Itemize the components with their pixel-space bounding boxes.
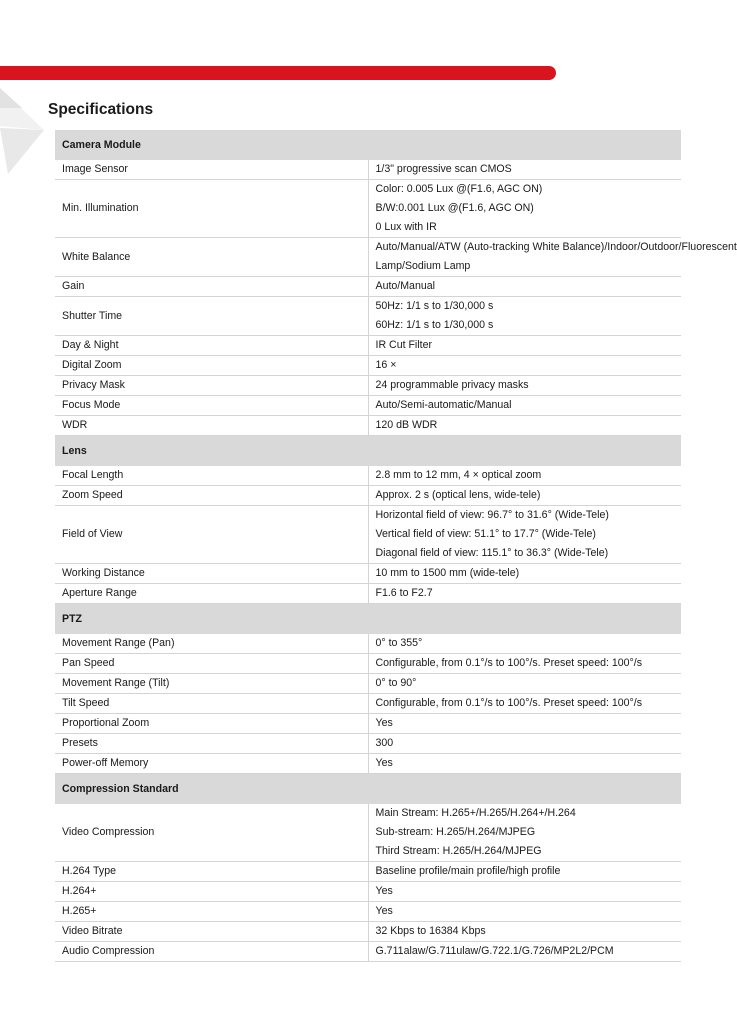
spec-value-line: Auto/Semi-automatic/Manual <box>375 399 512 411</box>
spec-row <box>55 466 681 486</box>
spec-value <box>368 754 681 774</box>
spec-value <box>368 486 681 506</box>
spec-label: Gain <box>55 277 368 297</box>
spec-label: Tilt Speed <box>55 694 368 714</box>
spec-label: H.264+ <box>55 882 368 902</box>
spec-row <box>55 882 681 902</box>
spec-row <box>55 734 681 754</box>
spec-value-line: Auto/Manual/ATW (Auto-tracking White Balance)/Indoor/Outdoor/Fluorescent <box>375 241 737 253</box>
spec-row <box>55 862 681 882</box>
spec-value <box>368 882 681 902</box>
spec-value <box>368 734 681 754</box>
spec-row <box>55 942 681 962</box>
spec-value-line: Horizontal field of view: 96.7° to 31.6° (Wide-Tele) <box>375 509 609 521</box>
spec-row <box>55 416 681 436</box>
spec-value <box>368 297 681 336</box>
spec-value-line: Yes <box>375 885 393 897</box>
spec-row <box>55 714 681 734</box>
spec-value <box>368 238 737 277</box>
page-title: Specifications <box>48 101 154 118</box>
spec-label: Video Bitrate <box>55 922 368 942</box>
spec-value-line: B/W:0.001 Lux @(F1.6, AGC ON) <box>375 202 534 214</box>
spec-label: Focal Length <box>55 466 368 486</box>
section-title: Camera Module <box>55 130 681 160</box>
spec-value-line: 1/3" progressive scan CMOS <box>375 163 512 175</box>
spec-label: Presets <box>55 734 368 754</box>
spec-label: Zoom Speed <box>55 486 368 506</box>
spec-value-line: Configurable, from 0.1°/s to 100°/s. Preset speed: 100°/s <box>375 697 643 709</box>
spec-label: Audio Compression <box>55 942 368 962</box>
spec-value-line: 32 Kbps to 16384 Kbps <box>375 925 486 937</box>
spec-row <box>55 486 681 506</box>
spec-row <box>55 506 681 564</box>
spec-label: H.264 Type <box>55 862 368 882</box>
spec-value <box>368 942 681 962</box>
spec-value-line: Main Stream: H.265+/H.265/H.264+/H.264 <box>375 807 576 819</box>
spec-row <box>55 336 681 356</box>
spec-label: WDR <box>55 416 368 436</box>
spec-value-line: Baseline profile/main profile/high profile <box>375 865 561 877</box>
spec-value <box>368 396 681 416</box>
spec-value-line: Diagonal field of view: 115.1° to 36.3° (Wide-Tele) <box>375 547 609 559</box>
spec-value-line: F1.6 to F2.7 <box>375 587 433 599</box>
spec-value <box>368 714 681 734</box>
spec-value <box>368 804 681 862</box>
spec-value <box>368 902 681 922</box>
spec-value <box>368 634 681 654</box>
spec-value-line: Yes <box>375 717 393 729</box>
spec-label: Pan Speed <box>55 654 368 674</box>
section-title: Compression Standard <box>55 774 681 805</box>
spec-row <box>55 180 681 238</box>
spec-label: Min. Illumination <box>55 180 368 238</box>
spec-value-line: Yes <box>375 757 393 769</box>
spec-row <box>55 804 681 862</box>
spec-row <box>55 238 681 277</box>
spec-row <box>55 356 681 376</box>
spec-value-line: Yes <box>375 905 393 917</box>
spec-value-line: 10 mm to 1500 mm (wide-tele) <box>375 567 520 579</box>
spec-label: Focus Mode <box>55 396 368 416</box>
spec-row <box>55 396 681 416</box>
spec-value-line: G.711alaw/G.711ulaw/G.722.1/G.726/MP2L2/PCM <box>375 945 614 957</box>
spec-row <box>55 922 681 942</box>
spec-value <box>368 376 681 396</box>
spec-value-line: Color: 0.005 Lux @(F1.6, AGC ON) <box>375 183 543 195</box>
spec-label: Image Sensor <box>55 160 368 180</box>
spec-row <box>55 584 681 604</box>
spec-row <box>55 654 681 674</box>
spec-value-line: IR Cut Filter <box>375 339 433 351</box>
spec-label: H.265+ <box>55 902 368 922</box>
section-header-row <box>55 436 681 467</box>
spec-value-line: 120 dB WDR <box>375 419 438 431</box>
spec-value-line: Approx. 2 s (optical lens, wide-tele) <box>375 489 541 501</box>
spec-value-line: 60Hz: 1/1 s to 1/30,000 s <box>375 319 494 331</box>
spec-label: Aperture Range <box>55 584 368 604</box>
brand-logo-mark <box>0 78 60 178</box>
spec-row <box>55 674 681 694</box>
spec-value-line: Auto/Manual <box>375 280 435 292</box>
section-header-row <box>55 774 681 805</box>
spec-value-line: 300 <box>375 737 394 749</box>
spec-label: Movement Range (Tilt) <box>55 674 368 694</box>
spec-value <box>368 694 681 714</box>
spec-value-line: 24 programmable privacy masks <box>375 379 529 391</box>
spec-value <box>368 180 681 238</box>
spec-value-line: 0° to 355° <box>375 637 423 649</box>
spec-row <box>55 694 681 714</box>
spec-label: Privacy Mask <box>55 376 368 396</box>
spec-label: Power-off Memory <box>55 754 368 774</box>
spec-value-line: Configurable, from 0.1°/s to 100°/s. Preset speed: 100°/s <box>375 657 643 669</box>
spec-value <box>368 506 681 564</box>
specifications-table-body <box>55 130 737 962</box>
spec-label: Video Compression <box>55 804 368 862</box>
spec-value-line: Sub-stream: H.265/H.264/MJPEG <box>375 826 536 838</box>
spec-value-line: Vertical field of view: 51.1° to 17.7° (Wide-Tele) <box>375 528 596 540</box>
spec-label: Movement Range (Pan) <box>55 634 368 654</box>
spec-label: Proportional Zoom <box>55 714 368 734</box>
spec-row <box>55 297 681 336</box>
spec-value-line: Third Stream: H.265/H.264/MJPEG <box>375 845 542 857</box>
spec-row <box>55 754 681 774</box>
spec-label: Shutter Time <box>55 297 368 336</box>
section-title: Lens <box>55 436 681 467</box>
spec-label: Field of View <box>55 506 368 564</box>
spec-value <box>368 277 681 297</box>
spec-value <box>368 356 681 376</box>
spec-row <box>55 376 681 396</box>
spec-value <box>368 584 681 604</box>
spec-label: Working Distance <box>55 564 368 584</box>
spec-value <box>368 564 681 584</box>
spec-value <box>368 922 681 942</box>
spec-value-line: Lamp/Sodium Lamp <box>375 260 471 272</box>
spec-value-line: 0 Lux with IR <box>375 221 437 233</box>
section-header-row <box>55 604 681 635</box>
spec-value-line: 0° to 90° <box>375 677 417 689</box>
spec-row <box>55 160 681 180</box>
spec-value-line: 50Hz: 1/1 s to 1/30,000 s <box>375 300 494 312</box>
spec-row <box>55 277 681 297</box>
spec-label: Day & Night <box>55 336 368 356</box>
spec-value-line: 2.8 mm to 12 mm, 4 × optical zoom <box>375 469 542 481</box>
spec-value-line: 16 × <box>375 359 397 371</box>
spec-label: Digital Zoom <box>55 356 368 376</box>
spec-row <box>55 634 681 654</box>
spec-label: White Balance <box>55 238 368 277</box>
header-red-bar <box>0 66 556 80</box>
section-header-row <box>55 130 681 160</box>
spec-value <box>368 336 681 356</box>
spec-value <box>368 862 681 882</box>
spec-value <box>368 160 681 180</box>
spec-value <box>368 674 681 694</box>
specifications-table-container <box>55 130 737 962</box>
section-title: PTZ <box>55 604 681 635</box>
spec-value <box>368 654 681 674</box>
spec-row <box>55 564 681 584</box>
spec-value <box>368 466 681 486</box>
specifications-table <box>55 130 737 962</box>
spec-value <box>368 416 681 436</box>
spec-row <box>55 902 681 922</box>
